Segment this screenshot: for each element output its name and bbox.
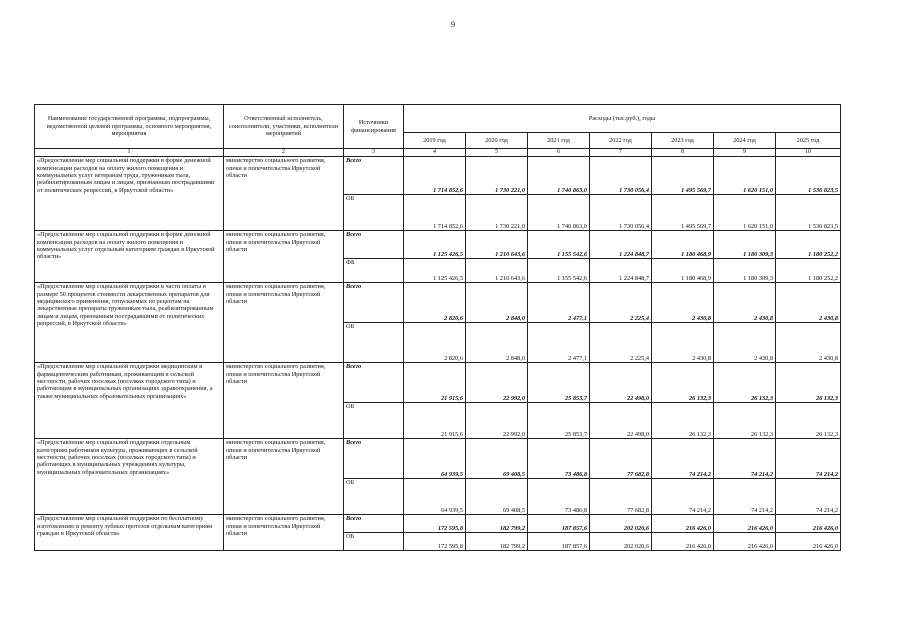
budget-value: 64 939,5 [404,479,466,515]
budget-value: 1 155 542,6 [528,259,590,283]
source-budget-label: ОБ [344,533,404,551]
column-index: 10 [776,149,841,157]
source-total-label: Всего [344,157,404,195]
total-value: 1 714 852,6 [404,157,466,195]
header-year: 2024 год [714,133,776,149]
source-total-label: Всего [344,363,404,403]
budget-value: 74 214,2 [652,479,714,515]
total-value: 1 740 863,0 [528,157,590,195]
budget-value: 26 132,3 [776,403,841,439]
total-value: 2 848,0 [466,283,528,323]
total-value: 1 730 056,4 [590,157,652,195]
budget-value: 2 820,6 [404,323,466,363]
budget-value: 187 857,6 [528,533,590,551]
budget-value: 22 992,0 [466,403,528,439]
header-year: 2025 год [776,133,841,149]
budget-value: 1 730 221,0 [466,195,528,231]
budget-value: 69 408,5 [466,479,528,515]
source-budget-label: ОБ [344,479,404,515]
total-value: 216 426,0 [776,515,841,533]
total-value: 216 426,0 [652,515,714,533]
executor: министерство социального развития, опеки и попечительства Иркутской области [224,231,344,283]
budget-value: 1 714 852,6 [404,195,466,231]
budget-value: 2 477,1 [528,323,590,363]
total-value: 26 132,3 [776,363,841,403]
budget-table [34,104,841,551]
header-program: Наименование государственной программы, подпрограммы, ведомственной целевой программы, основного мероприятия, мероприятия [35,105,224,149]
program-name: «Предоставление мер социальной поддержки в форме денежной компенсации расходов на оплату жилого помещения и коммунальных услуг отдельным категориям граждан в Иркутской области» [35,231,224,283]
total-value: 74 214,2 [714,439,776,479]
executor: министерство социального развития, опеки и попечительства Иркутской области [224,283,344,363]
header-year: 2019 год [404,133,466,149]
total-value: 69 408,5 [466,439,528,479]
column-index: 1 [35,149,224,157]
budget-value: 74 214,2 [714,479,776,515]
budget-value: 216 426,0 [776,533,841,551]
total-value: 21 915,6 [404,363,466,403]
budget-value: 1 495 569,7 [652,195,714,231]
budget-value: 1 180 309,3 [714,259,776,283]
total-value: 1 125 426,5 [404,231,466,259]
total-value: 22 498,0 [590,363,652,403]
header-expenses: Расходы (тыс.руб.), годы [404,105,841,133]
budget-value: 77 682,8 [590,479,652,515]
total-value: 216 426,0 [714,515,776,533]
total-value: 1 180 468,9 [652,231,714,259]
budget-value: 26 132,3 [714,403,776,439]
header-year: 2022 год [590,133,652,149]
budget-value: 216 426,0 [714,533,776,551]
source-budget-label: ОБ [344,323,404,363]
budget-value: 21 915,6 [404,403,466,439]
budget-value: 74 214,2 [776,479,841,515]
total-value: 1 155 542,6 [528,231,590,259]
budget-value: 1 536 823,5 [776,195,841,231]
executor: министерство социального развития, опеки и попечительства Иркутской области [224,157,344,231]
total-value: 2 430,8 [652,283,714,323]
total-value: 26 132,3 [714,363,776,403]
total-value: 1 180 252,2 [776,231,841,259]
column-index: 3 [344,149,404,157]
budget-value: 26 132,3 [652,403,714,439]
budget-value: 1 620 151,0 [714,195,776,231]
page-number: 9 [451,20,455,29]
program-name: «Предоставление мер социальной поддержки в форме денежной компенсации расходов на оплату жилого помещения и коммунальных услуг ветеранам труда, труженикам тыла, реабилитированным лицам и лицам, признанным пострадавшими от политических репрессий, в Иркутской области» [35,157,224,231]
header-year: 2023 год [652,133,714,149]
total-value: 2 430,8 [714,283,776,323]
budget-value: 1 730 056,4 [590,195,652,231]
header-year: 2020 год [466,133,528,149]
total-value: 74 214,2 [776,439,841,479]
total-value: 2 430,8 [776,283,841,323]
budget-value: 2 430,8 [652,323,714,363]
source-total-label: Всего [344,283,404,323]
budget-value: 216 426,0 [652,533,714,551]
column-index: 9 [714,149,776,157]
column-index: 8 [652,149,714,157]
source-budget-label: ФБ [344,259,404,283]
executor: министерство социального развития, опеки и попечительства Иркутской области [224,515,344,551]
total-value: 1 620 151,0 [714,157,776,195]
column-index: 6 [528,149,590,157]
budget-value: 202 020,6 [590,533,652,551]
budget-value: 1 210 643,6 [466,259,528,283]
total-value: 64 939,5 [404,439,466,479]
column-index: 4 [404,149,466,157]
header-executor: Ответственный исполнитель, соисполнители, участники, исполнители мероприятий [224,105,344,149]
program-name: «Предоставление мер социальной поддержки медицинским и фармацевтическим работникам, проживающим в сельской местности, рабочих поселках (поселках городского типа) и работающим в муниципальных организациях здравоохранения, а также муниципальных образовательных организациях» [35,363,224,439]
total-value: 187 857,6 [528,515,590,533]
total-value: 25 853,7 [528,363,590,403]
header-source: Источники финансирования [344,105,404,149]
budget-value: 172 595,8 [404,533,466,551]
total-value: 1 210 643,6 [466,231,528,259]
source-total-label: Всего [344,439,404,479]
total-value: 26 132,3 [652,363,714,403]
total-value: 77 682,8 [590,439,652,479]
total-value: 1 495 569,7 [652,157,714,195]
budget-value: 1 180 468,9 [652,259,714,283]
total-value: 73 486,8 [528,439,590,479]
budget-value: 1 125 426,5 [404,259,466,283]
program-name: «Предоставление мер социальной поддержки в части оплаты в размере 50 процентов стоимости лекарственных препаратов для медицинского применения, отпускаемых по рецептам на лекарственные препараты труженикам тыла, реабилитированным лицам и лицам, признанным пострадавшими от политических репрессий, в Иркутской области» [35,283,224,363]
source-total-label: Всего [344,515,404,533]
total-value: 2 820,6 [404,283,466,323]
source-budget-label: ОБ [344,403,404,439]
total-value: 202 020,6 [590,515,652,533]
budget-value: 2 430,8 [776,323,841,363]
budget-value: 1 224 848,7 [590,259,652,283]
total-value: 74 214,2 [652,439,714,479]
budget-value: 25 853,7 [528,403,590,439]
header-year: 2021 год [528,133,590,149]
total-value: 1 224 848,7 [590,231,652,259]
total-value: 22 992,0 [466,363,528,403]
budget-value: 2 430,8 [714,323,776,363]
total-value: 182 799,2 [466,515,528,533]
executor: министерство социального развития, опеки и попечительства Иркутской области [224,363,344,439]
budget-value: 182 799,2 [466,533,528,551]
budget-value: 73 486,8 [528,479,590,515]
total-value: 172 595,8 [404,515,466,533]
program-name: «Предоставление мер социальной поддержки по бесплатному изготовлению и ремонту зубных протезов отдельным категориям граждан в Иркутской области» [35,515,224,551]
total-value: 1 730 221,0 [466,157,528,195]
source-budget-label: ОБ [344,195,404,231]
total-value: 2 225,4 [590,283,652,323]
budget-value: 22 498,0 [590,403,652,439]
column-index: 5 [466,149,528,157]
program-name: «Предоставление мер социальной поддержки отдельным категориям работников культуры, проживающих в сельской местности, рабочих поселках (поселках городского типа) и работающих в муниципальных учреждениях культуры, муниципальных образовательных организациях» [35,439,224,515]
executor: министерство социального развития, опеки и попечительства Иркутской области [224,439,344,515]
source-total-label: Всего [344,231,404,259]
budget-value: 2 848,0 [466,323,528,363]
column-index: 2 [224,149,344,157]
column-index: 7 [590,149,652,157]
total-value: 1 180 309,3 [714,231,776,259]
budget-value: 1 180 252,2 [776,259,841,283]
total-value: 2 477,1 [528,283,590,323]
total-value: 1 536 823,5 [776,157,841,195]
budget-value: 2 225,4 [590,323,652,363]
budget-value: 1 740 863,0 [528,195,590,231]
